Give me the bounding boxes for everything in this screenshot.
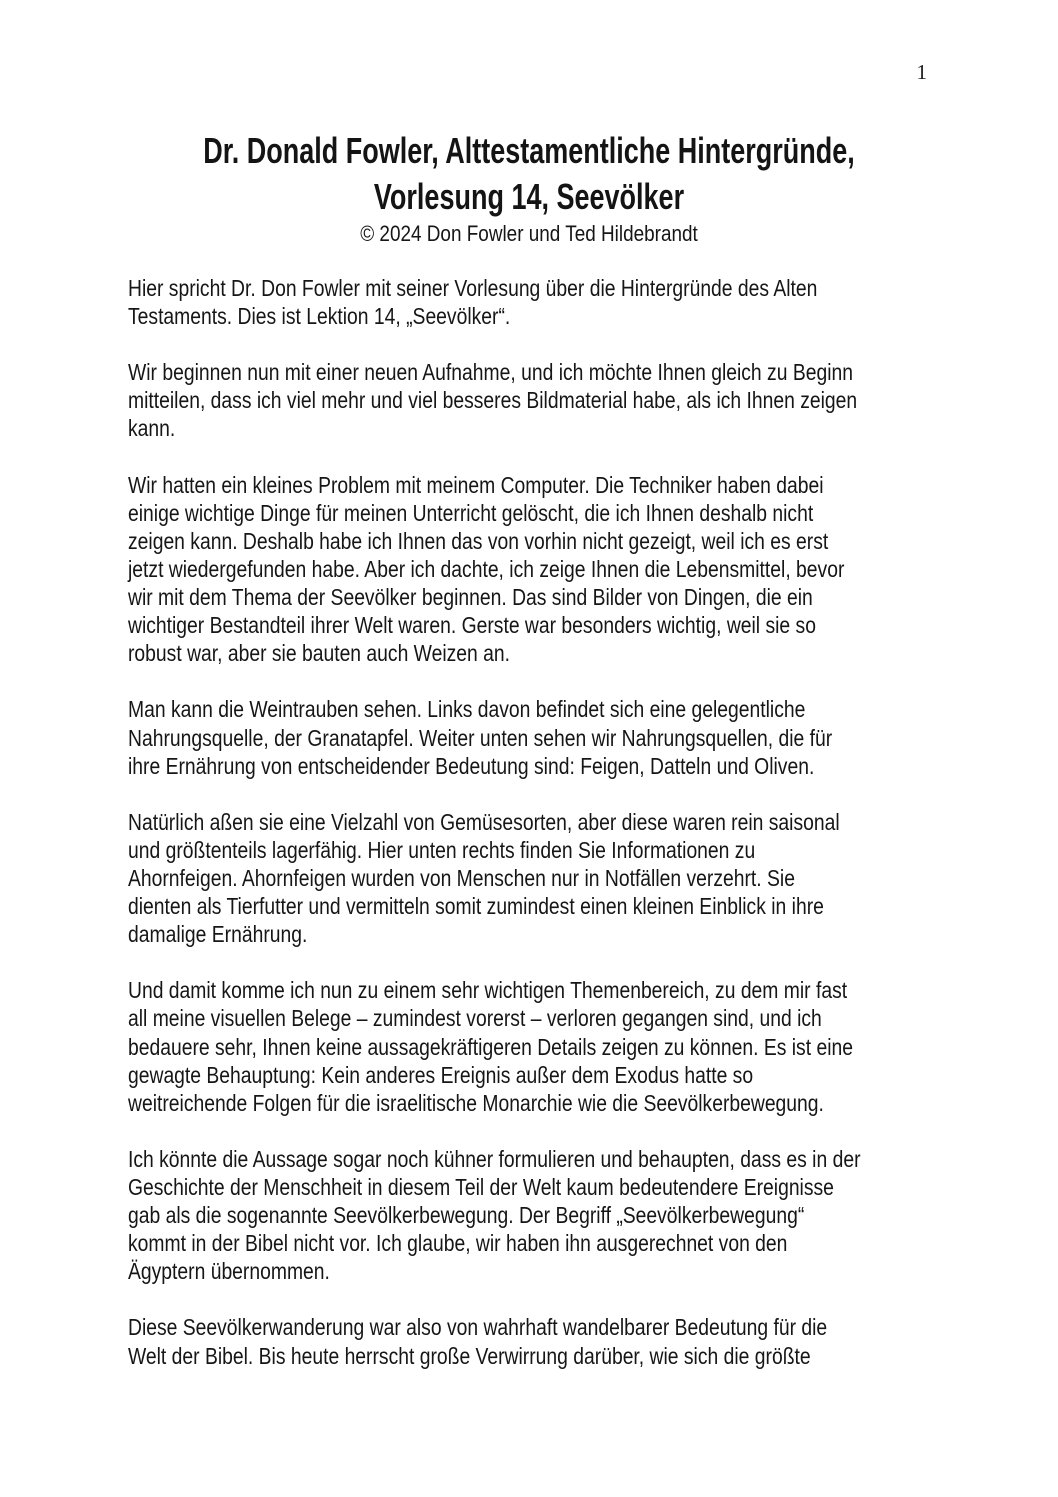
text-line: Ahornfeigen. Ahornfeigen wurden von Menschen nur in Notfällen verzehrt. Sie [128,864,795,891]
paragraph [128,1313,958,1369]
title-block [0,128,1058,248]
text-line: Natürlich aßen sie eine Vielzahl von Gemüsesorten, aber diese waren rein saisonal [128,808,840,835]
text-line: gewagte Behauptung: Kein anderes Ereignis außer dem Exodus hatte so [128,1061,754,1088]
page-number: 1 [916,60,927,84]
text-line: Diese Seevölkerwanderung war also von wahrhaft wandelbarer Bedeutung für die [128,1314,828,1341]
text-line: Geschichte der Menschheit in diesem Teil der Welt kaum bedeutendere Ereignisse [128,1174,834,1200]
text-line: ihre Ernährung von entscheidender Bedeutung sind: Feigen, Datteln und Oliven. [128,752,815,779]
text-line: gab als die sogenannte Seevölkerbewegung. Der Begriff „Seevölkerbewegung“ [128,1202,805,1229]
paragraph [128,358,958,442]
text-line: dienten als Tierfutter und vermitteln somit zumindest einen kleinen Einblick in ihre [128,893,824,920]
text-line: Ich könnte die Aussage sogar noch kühner formulieren und behaupten, dass es in der [128,1145,861,1172]
text-line: einige wichtige Dinge für meinen Unterricht gelöscht, die ich Ihnen deshalb nicht [128,499,814,526]
paragraph [128,1145,958,1285]
text-line: kommt in der Bibel nicht vor. Ich glaube, wir haben ihn ausgerechnet von den [128,1230,788,1257]
text-line: und größtenteils lagerfähig. Hier unten rechts finden Sie Informationen zu [128,836,756,863]
text-line: Ägyptern übernommen. [128,1258,330,1285]
text-line: mitteilen, dass ich viel mehr und viel besseres Bildmaterial habe, als ich Ihnen zeigen [128,387,858,414]
text-line: Wir beginnen nun mit einer neuen Aufnahme, und ich möchte Ihnen gleich zu Beginn [128,359,853,386]
paragraph [128,976,958,1116]
document-title-line-1: Dr. Donald Fowler, Alttestamentliche Hintergründe, [203,130,855,171]
text-line: Testaments. Dies ist Lektion 14, „Seevölker“. [128,303,511,330]
text-line: Und damit komme ich nun zu einem sehr wichtigen Themenbereich, zu dem mir fast [128,977,848,1004]
text-line: Hier spricht Dr. Don Fowler mit seiner Vorlesung über die Hintergründe des Alten [128,275,818,301]
text-line: wir mit dem Thema der Seevölker beginnen. Das sind Bilder von Dingen, die ein [128,584,813,611]
text-line: Wir hatten ein kleines Problem mit meinem Computer. Die Techniker haben dabei [128,471,824,498]
text-line: bedauere sehr, Ihnen keine aussagekräftigeren Details zeigen zu können. Es ist eine [128,1033,853,1060]
copyright-line: © 2024 Don Fowler und Ted Hildebrandt [360,221,698,246]
text-line: wichtiger Bestandteil ihrer Welt waren. Gerste war besonders wichtig, weil sie so [128,612,816,639]
text-line: Welt der Bibel. Bis heute herrscht große Verwirrung darüber, wie sich die größte [128,1342,811,1369]
text-line: zeigen kann. Deshalb habe ich Ihnen das von vorhin nicht gezeigt, weil ich es erst [128,527,829,554]
paragraph [128,471,958,668]
document-title-line-2: Vorlesung 14, Seevölker [373,176,685,217]
paragraph [128,808,958,948]
text-line: jetzt wiedergefunden habe. Aber ich dachte, ich zeige Ihnen die Lebensmittel, bevor [128,555,845,582]
text-line: weitreichende Folgen für die israelitische Monarchie wie die Seevölkerbewegung. [128,1089,824,1116]
paragraph [128,274,958,330]
paragraph [128,695,958,779]
text-line: Nahrungsquelle, der Granatapfel. Weiter unten sehen wir Nahrungsquellen, die für [128,724,833,751]
text-line: Man kann die Weintrauben sehen. Links davon befindet sich eine gelegentliche [128,696,806,723]
text-line: robust war, aber sie bauten auch Weizen an. [128,640,510,667]
text-line: kann. [128,415,176,442]
text-line: damalige Ernährung. [128,921,308,948]
body-text [128,274,958,1398]
text-line: all meine visuellen Belege – zumindest vorerst – verloren gegangen sind, und ich [128,1005,822,1032]
